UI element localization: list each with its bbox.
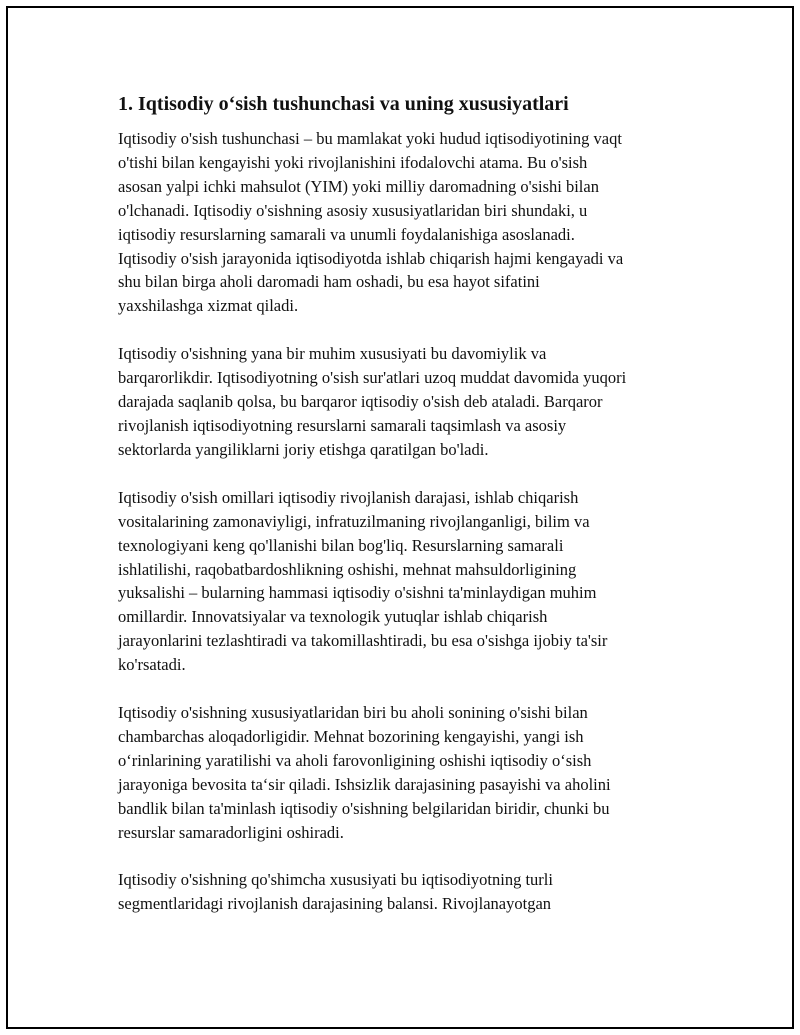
text-line: jarayoniga bevosita ta‘sir qiladi. Ishsizlik darajasining pasayishi va aholini	[118, 774, 611, 794]
text-line: o‘rinlarining yaratilishi va aholi farovonligining oshishi iqtisodiy o‘sish	[118, 750, 592, 770]
text-line: bandlik bilan ta'minlash iqtisodiy o'sishning belgilaridan biridir, chunki bu	[118, 798, 610, 818]
paragraph-4	[118, 701, 698, 844]
text-line: Iqtisodiy o'sish jarayonida iqtisodiyotda ishlab chiqarish hajmi kengayadi va	[118, 248, 624, 268]
text-line: o'lchanadi. Iqtisodiy o'sishning asosiy xususiyatlaridan biri shundaki, u	[118, 200, 588, 220]
paragraph-5	[118, 868, 698, 916]
text-line: shu bilan birga aholi daromadi ham oshadi, bu esa hayot sifatini	[118, 272, 540, 292]
text-line: jarayonlarini tezlashtiradi va takomillashtiradi, bu esa o'sishga ijobiy ta'sir	[118, 631, 608, 651]
text-line: barqarorlikdir. Iqtisodiyotning o'sish sur'atlari uzoq muddat davomida yuqori	[118, 368, 627, 388]
text-line: vositalarining zamonaviyligi, infratuzilmaning rivojlanganligi, bilim va	[118, 511, 590, 531]
text-line: yuksalishi – bularning hammasi iqtisodiy o'sishni ta'minlaydigan muhim	[118, 583, 597, 603]
paragraph-2	[118, 342, 698, 462]
text-line: o'tishi bilan kengayishi yoki rivojlanishini ifodalovchi atama. Bu o'sish	[118, 152, 588, 172]
text-line: segmentlaridagi rivojlanish darajasining balansi. Rivojlanayotgan	[118, 894, 552, 914]
text-line: Iqtisodiy o'sish tushunchasi – bu mamlakat yoki hudud iqtisodiyotining vaqt	[118, 129, 622, 148]
paragraph-1	[118, 127, 698, 318]
document-body	[118, 91, 698, 940]
text-line: iqtisodiy resurslarning samarali va unumli foydalanishiga asoslanadi.	[118, 224, 575, 244]
text-line: omillardir. Innovatsiyalar va texnologik yutuqlar ishlab chiqarish	[118, 607, 548, 627]
paragraph-3	[118, 486, 698, 677]
text-line: rivojlanish iqtisodiyotning resurslarni samarali taqsimlash va asosiy	[118, 415, 567, 435]
text-line: Iqtisodiy o'sish omillari iqtisodiy rivojlanish darajasi, ishlab chiqarish	[118, 487, 579, 507]
text-line: chambarchas aloqadorligidir. Mehnat bozorining kengayishi, yangi ish	[118, 726, 584, 746]
text-line: resurslar samaradorligini oshiradi.	[118, 822, 344, 842]
text-line: ishlatilishi, raqobatbardoshlikning oshishi, mehnat mahsuldorligining	[118, 559, 577, 579]
section-heading: 1. Iqtisodiy o‘sish tushunchasi va uning xususiyatlari	[118, 93, 569, 115]
text-line: yaxshilashga xizmat qiladi.	[118, 296, 299, 316]
text-line: Iqtisodiy o'sishning xususiyatlaridan biri bu aholi sonining o'sishi bilan	[118, 703, 588, 723]
text-line: darajada saqlanib qolsa, bu barqaror iqtisodiy o'sish deb ataladi. Barqaror	[118, 392, 603, 412]
text-line: texnologiyani keng qo'llanishi bilan bog'liq. Resurslarning samarali	[118, 535, 564, 555]
text-line: sektorlarda yangiliklarni joriy etishga qaratilgan bo'ladi.	[118, 439, 489, 459]
text-line: Iqtisodiy o'sishning qo'shimcha xususiyati bu iqtisodiyotning turli	[118, 870, 553, 890]
text-line: Iqtisodiy o'sishning yana bir muhim xususiyati bu davomiylik va	[118, 344, 547, 364]
text-line: asosan yalpi ichki mahsulot (YIM) yoki milliy daromadning o'sishi bilan	[118, 176, 599, 196]
text-line: ko'rsatadi.	[118, 655, 186, 675]
